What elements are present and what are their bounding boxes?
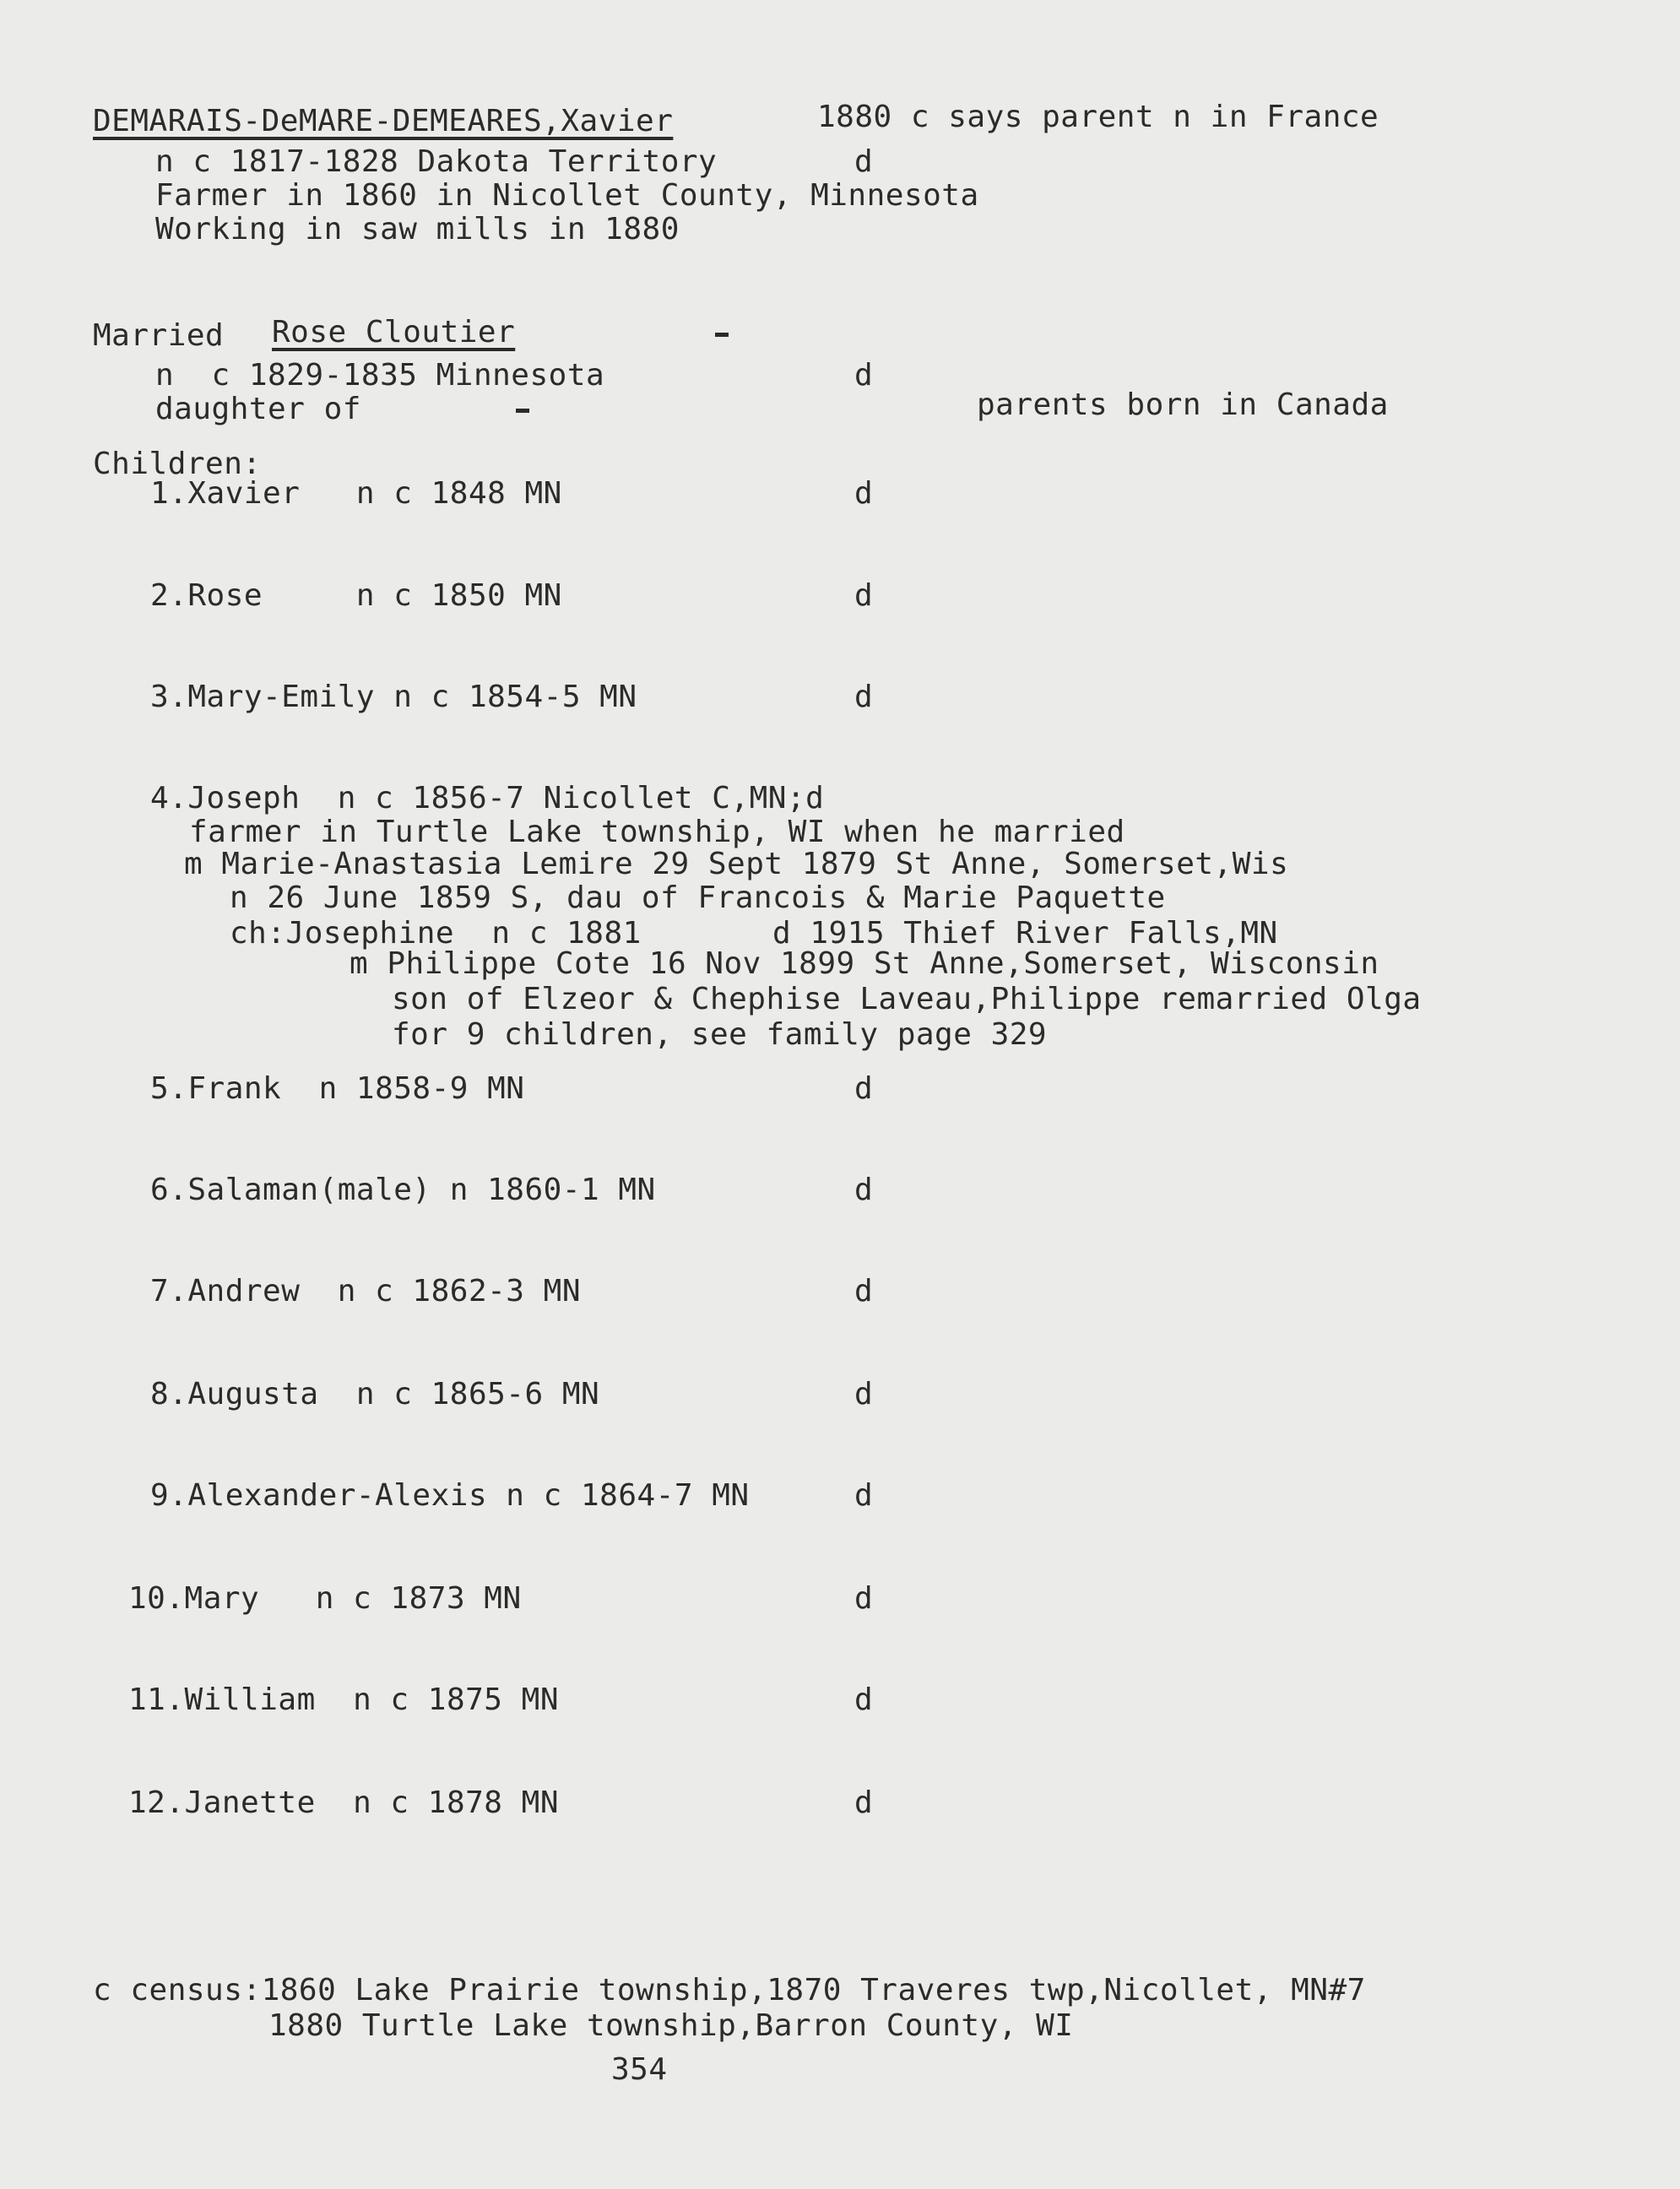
xavier-occupation-1860: Farmer in 1860 in Nicollet County, Minnesota [155,178,979,213]
married-label: Married [93,318,225,353]
spouse-death: d [854,358,874,393]
child-death: d [854,1682,874,1717]
xavier-occupation-1880: Working in saw mills in 1880 [155,212,680,247]
child-death: d [854,1478,874,1513]
joseph-marriage: m Marie-Anastasia Lemire 29 Sept 1879 St Anne, Somerset,Wis [184,847,1289,881]
parents-note: parents born in Canada [977,387,1389,422]
census-note: 1880 c says parent n in France [817,100,1379,134]
census-footer-line2: 1880 Turtle Lake township,Barron County, WI [268,2008,1074,2043]
child-death: d [854,1581,874,1616]
spouse-dash [715,333,729,337]
child-death: d [854,1377,874,1411]
child-death: d [854,680,874,714]
child-entry: 5.Frank n 1858-9 MN [150,1071,525,1106]
child-entry: 3.Mary-Emily n c 1854-5 MN [150,680,637,714]
child-entry: 11.William n c 1875 MN [128,1682,559,1717]
child-entry: 10.Mary n c 1873 MN [128,1581,522,1616]
child-death: d [854,578,874,613]
joseph-occupation: farmer in Turtle Lake township, WI when he married [189,815,1125,849]
child-death: d [854,1071,874,1106]
census-footer-line1: c census:1860 Lake Prairie township,1870 Traveres twp,Nicollet, MN#7 [93,1973,1366,2007]
child-entry: 9.Alexander-Alexis n c 1864-7 MN [150,1478,750,1513]
family-page-reference: for 9 children, see family page 329 [392,1017,1048,1052]
xavier-birth: n c 1817-1828 Dakota Territory [155,144,718,179]
child-entry: 4.Joseph n c 1856-7 Nicollet C,MN;d [150,781,825,815]
child-entry: 12.Janette n c 1878 MN [128,1785,559,1820]
child-death: d [854,1173,874,1207]
xavier-death: d [854,144,874,179]
daughter-of-dash [516,409,529,413]
philippe-parents: son of Elzeor & Chephise Laveau,Philippe remarried Olga [392,982,1422,1016]
child-death: d [854,1785,874,1820]
child-entry: 6.Salaman(male) n 1860-1 MN [150,1173,656,1207]
child-death: d [854,476,874,511]
child-entry: 1.Xavier n c 1848 MN [150,476,562,511]
spouse-birth-parents: n 26 June 1859 S, dau of Francois & Marie Paquette [230,880,1166,915]
child-entry: 2.Rose n c 1850 MN [150,578,562,613]
josephine-marriage: m Philippe Cote 16 Nov 1899 St Anne,Somerset, Wisconsin [350,946,1379,981]
child-entry: 8.Augusta n c 1865-6 MN [150,1377,600,1411]
page-number: 354 [611,2052,668,2087]
surname-heading: DEMARAIS-DeMARE-DEMEARES,Xavier [93,104,674,138]
children-label: Children: [93,447,262,481]
spouse-name: Rose Cloutier [272,315,516,349]
daughter-of-label: daughter of [155,392,361,426]
child-entry: 7.Andrew n c 1862-3 MN [150,1274,581,1309]
child-death: d [854,1274,874,1309]
spouse-birth: n c 1829-1835 Minnesota [155,358,605,393]
grandchild-josephine: ch:Josephine n c 1881 d 1915 Thief River Falls,MN [230,916,1278,951]
